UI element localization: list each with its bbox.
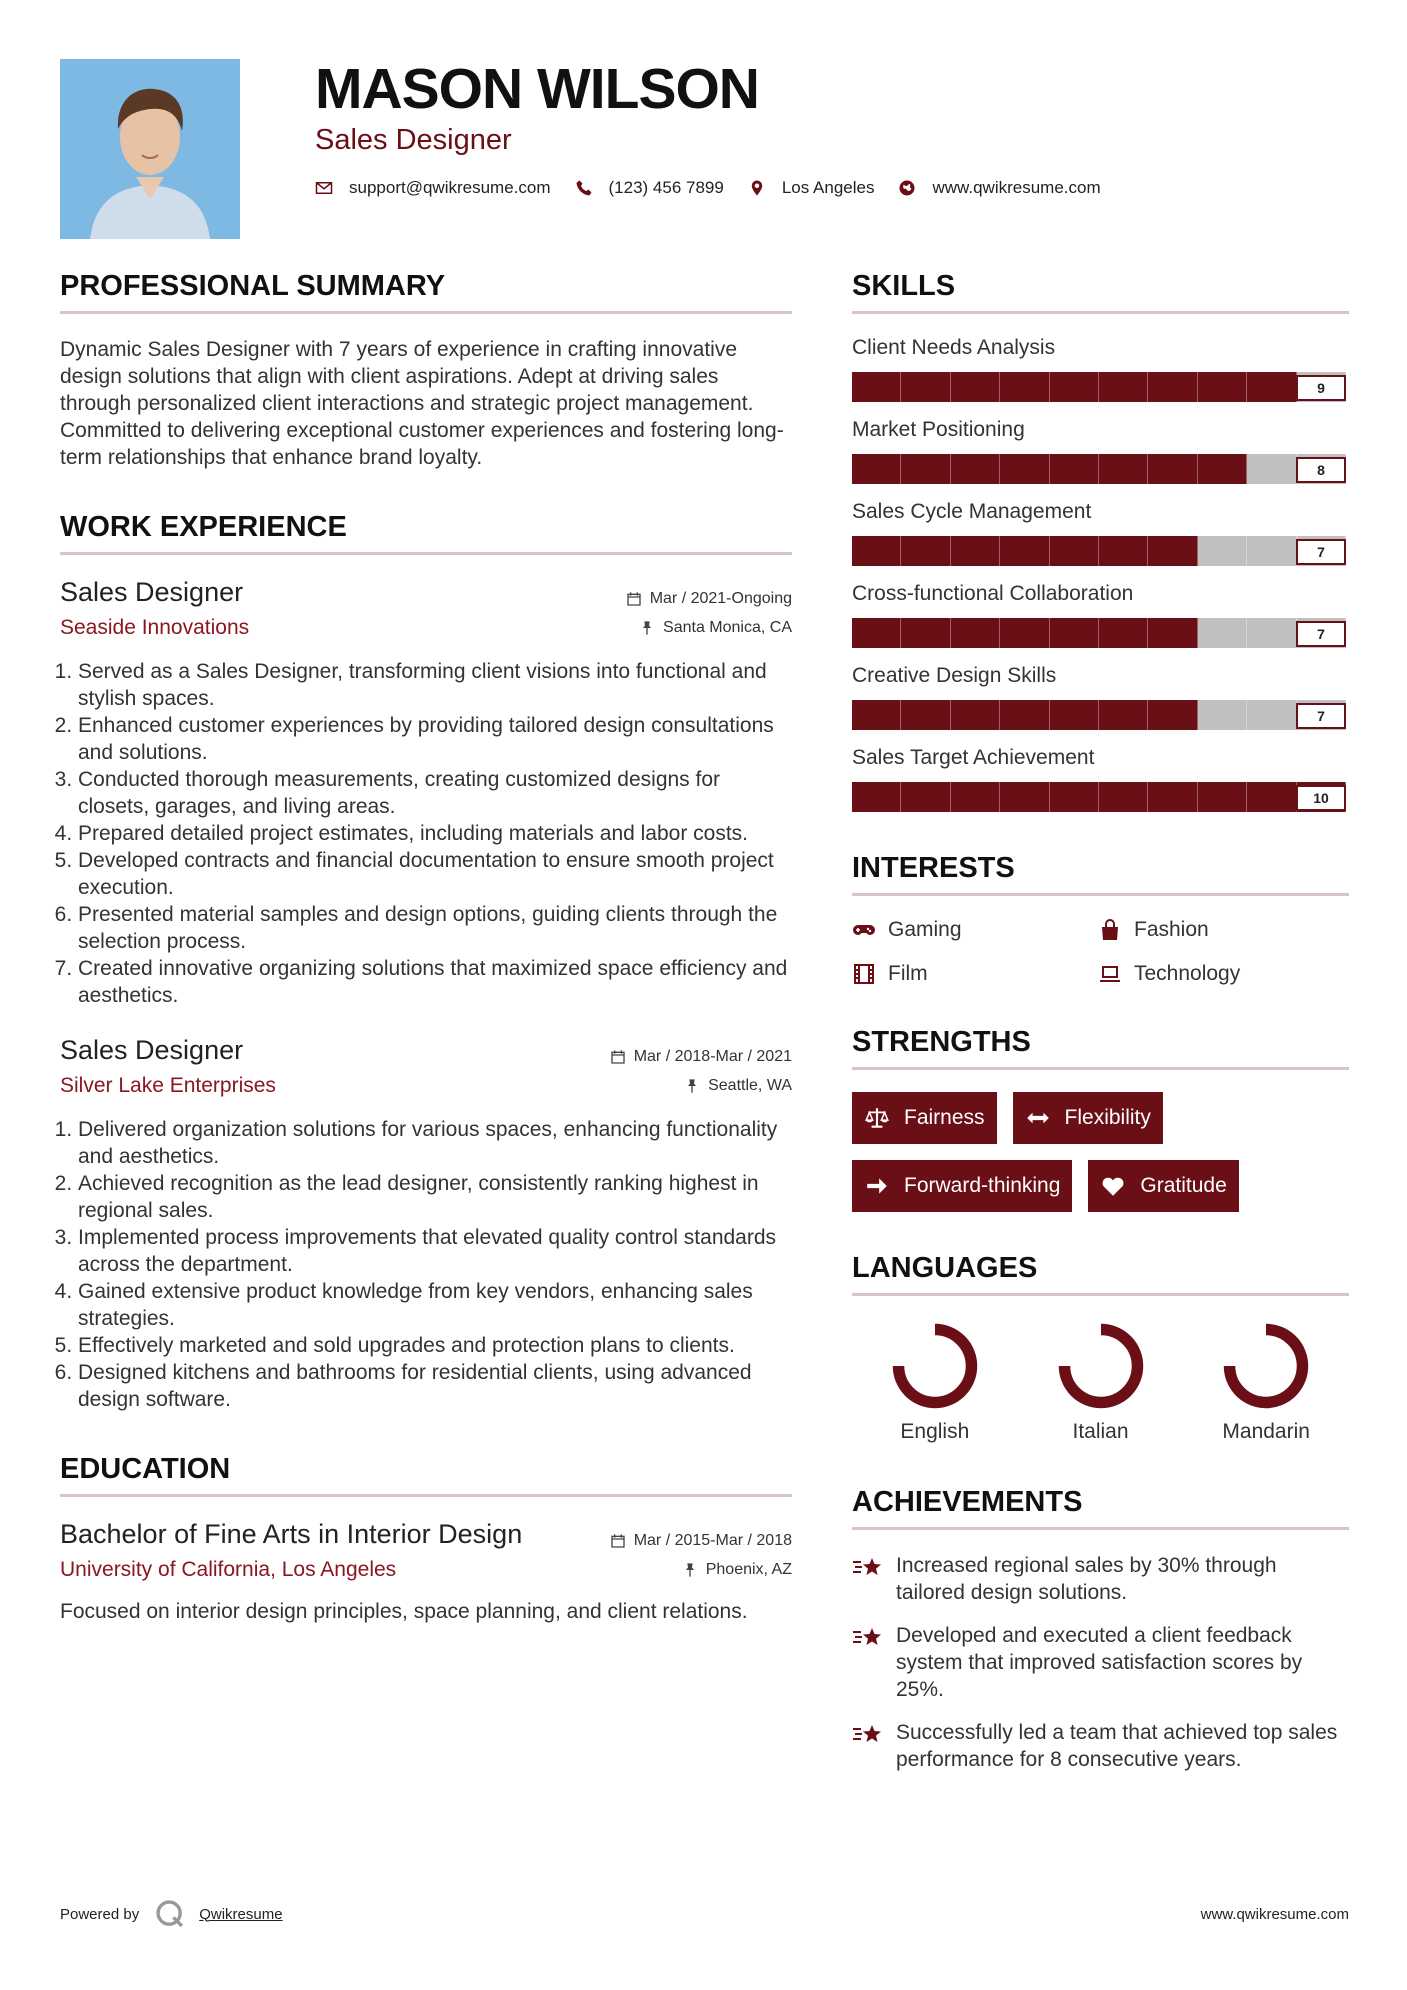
company-name: Seaside Innovations bbox=[60, 616, 250, 639]
skill-bar-segment bbox=[1099, 700, 1148, 730]
education-section bbox=[60, 1453, 792, 1625]
skill-item bbox=[852, 664, 1349, 730]
skill-bar-segment bbox=[1000, 618, 1049, 648]
contact-email-text: support@qwikresume.com bbox=[349, 178, 551, 197]
language-level-ring bbox=[1218, 1318, 1314, 1414]
contact-phone[interactable] bbox=[575, 178, 724, 198]
skill-bar-segment bbox=[901, 454, 950, 484]
job-date bbox=[626, 590, 792, 608]
skill-bar-segment bbox=[1247, 536, 1296, 566]
skill-bar-segment bbox=[1198, 700, 1247, 730]
contact-website-text: www.qwikresume.com bbox=[932, 178, 1101, 197]
summary-section bbox=[60, 270, 792, 471]
company-name: Silver Lake Enterprises bbox=[60, 1074, 276, 1097]
job-date-text: Mar / 2021-Ongoing bbox=[649, 590, 792, 607]
skill-bar-segment bbox=[901, 618, 950, 648]
candidate-title: Sales Designer bbox=[315, 124, 512, 156]
skill-bar-segment bbox=[1050, 372, 1099, 402]
job-location-text: Seattle, WA bbox=[708, 1077, 792, 1094]
language-item bbox=[1018, 1318, 1184, 1444]
map-pin-icon bbox=[748, 179, 766, 197]
skill-bar-row bbox=[852, 454, 1349, 484]
strength-label: Flexibility bbox=[1064, 1106, 1151, 1129]
interest-item bbox=[1098, 962, 1344, 986]
skill-bar-segment bbox=[901, 700, 950, 730]
skill-bar-segment bbox=[1148, 618, 1197, 648]
qwikresume-logo-icon bbox=[153, 1897, 187, 1931]
balance-scale-icon bbox=[864, 1105, 890, 1131]
skill-bar-segment bbox=[951, 618, 1000, 648]
language-label: Mandarin bbox=[1222, 1420, 1310, 1443]
shopping-bag-icon bbox=[1098, 918, 1122, 942]
achievement-text: Developed and executed a client feedback system that improved satisfaction scores by 25%. bbox=[896, 1624, 1303, 1701]
skill-bar-segment bbox=[852, 618, 901, 648]
interest-item bbox=[852, 962, 1098, 986]
education-location-text: Phoenix, AZ bbox=[705, 1561, 792, 1578]
interest-label: Fashion bbox=[1134, 918, 1209, 941]
contact-email[interactable] bbox=[315, 178, 551, 198]
job-bullet: 2. Achieved recognition as the lead designer, consistently ranking highest in regional sales. bbox=[78, 1170, 792, 1224]
language-label: Italian bbox=[1072, 1420, 1129, 1443]
strengths-heading: STRENGTHS bbox=[852, 1026, 1349, 1070]
skill-bar-segment bbox=[951, 372, 1000, 402]
job-bullet: 1. Delivered organization solutions for various spaces, enhancing functionality and aesthetics. bbox=[78, 1116, 792, 1170]
contact-phone-text: (123) 456 7899 bbox=[608, 178, 724, 197]
job-location bbox=[684, 1077, 792, 1095]
right-column bbox=[852, 270, 1349, 1789]
strengths-section bbox=[852, 1026, 1349, 1212]
skill-bar-segment bbox=[1050, 700, 1099, 730]
skill-name: Sales Cycle Management bbox=[852, 500, 1092, 523]
arrows-horizontal-icon bbox=[1025, 1105, 1051, 1131]
job-date bbox=[610, 1048, 792, 1066]
skill-name: Sales Target Achievement bbox=[852, 746, 1095, 769]
achievement-item bbox=[852, 1719, 1349, 1773]
skill-bar-segment bbox=[1247, 782, 1296, 812]
job-title: Sales Designer bbox=[60, 1035, 244, 1065]
job-bullet: 7. Created innovative organizing solutions that maximized space efficiency and aesthetics. bbox=[78, 955, 792, 1009]
film-icon bbox=[852, 962, 876, 986]
skill-bar-segment bbox=[1099, 372, 1148, 402]
job-title: Sales Designer bbox=[60, 577, 244, 607]
profile-photo bbox=[60, 59, 240, 239]
skill-bar-row bbox=[852, 536, 1349, 566]
shooting-star-icon bbox=[852, 1624, 884, 1652]
skill-list bbox=[852, 336, 1349, 812]
strength-label: Fairness bbox=[904, 1106, 985, 1129]
language-label: English bbox=[900, 1420, 970, 1443]
skill-bar-segment bbox=[1247, 372, 1296, 402]
calendar-icon bbox=[610, 1533, 626, 1549]
skill-bar-segment bbox=[1099, 618, 1148, 648]
achievement-text: Successfully led a team that achieved top sales performance for 8 consecutive years. bbox=[896, 1721, 1338, 1771]
skill-score: 8 bbox=[1296, 457, 1346, 483]
left-column bbox=[60, 270, 792, 1625]
degree-title: Bachelor of Fine Arts in Interior Design bbox=[60, 1519, 523, 1549]
skill-bar-segment bbox=[951, 454, 1000, 484]
skill-bar-segment bbox=[901, 782, 950, 812]
job-location-text: Santa Monica, CA bbox=[663, 619, 792, 636]
skill-bar-segment bbox=[1000, 454, 1049, 484]
education-heading: EDUCATION bbox=[60, 1453, 792, 1497]
skill-item bbox=[852, 418, 1349, 484]
footer-powered-by bbox=[60, 1897, 283, 1931]
languages-heading: LANGUAGES bbox=[852, 1252, 1349, 1296]
job-location bbox=[639, 619, 792, 637]
interest-item bbox=[1098, 918, 1344, 942]
calendar-icon bbox=[610, 1049, 626, 1065]
calendar-icon bbox=[626, 591, 642, 607]
strength-label: Gratitude bbox=[1140, 1174, 1227, 1197]
job-bullet: 6. Designed kitchens and bathrooms for residential clients, using advanced design software. bbox=[78, 1359, 792, 1413]
job-entry bbox=[60, 577, 792, 1009]
language-item bbox=[1183, 1318, 1349, 1444]
job-date-text: Mar / 2018-Mar / 2021 bbox=[633, 1048, 792, 1065]
skill-bar-segment bbox=[1148, 782, 1197, 812]
interest-grid bbox=[852, 918, 1349, 986]
qwikresume-link[interactable]: Qwikresume bbox=[199, 1905, 283, 1923]
skill-item bbox=[852, 582, 1349, 648]
interests-section bbox=[852, 852, 1349, 986]
skill-bar-segment bbox=[1099, 782, 1148, 812]
envelope-icon bbox=[315, 179, 333, 197]
skill-bar-segment bbox=[1099, 536, 1148, 566]
job-bullet: 2. Enhanced customer experiences by providing tailored design consultations and solutions. bbox=[78, 712, 792, 766]
skill-score: 7 bbox=[1296, 703, 1346, 729]
skill-bar-segment bbox=[901, 536, 950, 566]
achievements-heading: ACHIEVEMENTS bbox=[852, 1486, 1349, 1530]
achievement-item bbox=[852, 1622, 1349, 1703]
job-entry bbox=[60, 1035, 792, 1413]
language-level-ring bbox=[887, 1318, 983, 1414]
laptop-icon bbox=[1098, 962, 1122, 986]
skill-bar-segment bbox=[1247, 700, 1296, 730]
skill-bar bbox=[852, 454, 1346, 484]
skill-bar-segment bbox=[1050, 454, 1099, 484]
skill-bar-row bbox=[852, 700, 1349, 730]
skill-bar-segment bbox=[1050, 782, 1099, 812]
skill-bar-segment bbox=[1247, 618, 1296, 648]
skill-score: 10 bbox=[1296, 785, 1346, 811]
skill-bar-segment bbox=[1148, 536, 1197, 566]
shooting-star-icon bbox=[852, 1554, 884, 1582]
powered-by-text: Powered by bbox=[60, 1905, 140, 1923]
job-bullet: 6. Presented material samples and design options, guiding clients through the selection process. bbox=[78, 901, 792, 955]
skill-bar-segment bbox=[1000, 372, 1049, 402]
language-item bbox=[852, 1318, 1018, 1444]
globe-icon bbox=[898, 179, 916, 197]
skill-name: Creative Design Skills bbox=[852, 664, 1057, 687]
skill-item bbox=[852, 746, 1349, 812]
interest-label: Gaming bbox=[888, 918, 962, 941]
skill-bar-segment bbox=[1148, 372, 1197, 402]
achievement-text: Increased regional sales by 30% through tailored design solutions. bbox=[896, 1554, 1277, 1604]
strength-badge bbox=[1088, 1160, 1238, 1212]
strength-label: Forward-thinking bbox=[904, 1174, 1061, 1197]
skill-bar-segment bbox=[1198, 618, 1247, 648]
skill-bar-segment bbox=[1050, 618, 1099, 648]
skill-bar bbox=[852, 536, 1346, 566]
education-location bbox=[682, 1561, 792, 1579]
job-bullet: 3. Conducted thorough measurements, creating customized designs for closets, garages, and living areas. bbox=[78, 766, 792, 820]
pushpin-icon bbox=[639, 620, 655, 636]
interests-heading: INTERESTS bbox=[852, 852, 1349, 896]
skill-bar-segment bbox=[1198, 372, 1247, 402]
achievements-section bbox=[852, 1486, 1349, 1773]
job-bullet: 4. Prepared detailed project estimates, including materials and labor costs. bbox=[78, 820, 792, 847]
skill-name: Market Positioning bbox=[852, 418, 1025, 441]
skill-score: 9 bbox=[1296, 375, 1346, 401]
skill-bar-segment bbox=[1050, 536, 1099, 566]
contact-website[interactable] bbox=[898, 178, 1100, 198]
skill-bar-segment bbox=[852, 454, 901, 484]
summary-heading: PROFESSIONAL SUMMARY bbox=[60, 270, 792, 314]
languages-section bbox=[852, 1252, 1349, 1444]
job-bullet: 5. Developed contracts and financial documentation to ensure smooth project execution. bbox=[78, 847, 792, 901]
skill-bar bbox=[852, 372, 1346, 402]
skill-bar bbox=[852, 700, 1346, 730]
skill-bar-segment bbox=[1198, 454, 1247, 484]
summary-text: Dynamic Sales Designer with 7 years of experience in crafting innovative design solutions that align with client aspirations. Adept at driving sales through personalized client interactions and strategic project management. Committed to delivering exceptional customer experiences and fostering long-term relationships that enhance brand loyalty. bbox=[60, 338, 784, 469]
skill-bar-segment bbox=[1000, 782, 1049, 812]
skill-bar-segment bbox=[951, 536, 1000, 566]
shooting-star-icon bbox=[852, 1721, 884, 1749]
experience-heading: WORK EXPERIENCE bbox=[60, 511, 792, 555]
education-date-text: Mar / 2015-Mar / 2018 bbox=[633, 1532, 792, 1549]
strength-badge bbox=[852, 1092, 997, 1144]
footer-url[interactable]: www.qwikresume.com bbox=[1200, 1906, 1349, 1923]
skill-score: 7 bbox=[1296, 539, 1346, 565]
job-bullets bbox=[60, 1116, 792, 1413]
phone-icon bbox=[575, 179, 593, 197]
pushpin-icon bbox=[682, 1562, 698, 1578]
contact-bar bbox=[315, 178, 1125, 198]
skill-bar-segment bbox=[951, 782, 1000, 812]
school-name: University of California, Los Angeles bbox=[60, 1558, 397, 1581]
education-date bbox=[610, 1532, 792, 1550]
heart-icon bbox=[1100, 1173, 1126, 1199]
skill-bar-row bbox=[852, 372, 1349, 402]
achievement-item bbox=[852, 1552, 1349, 1606]
skill-bar-segment bbox=[852, 536, 901, 566]
skill-bar-row bbox=[852, 618, 1349, 648]
skill-bar-segment bbox=[852, 700, 901, 730]
skill-bar-segment bbox=[1198, 536, 1247, 566]
interest-item bbox=[852, 918, 1098, 942]
job-bullet: 5. Effectively marketed and sold upgrades and protection plans to clients. bbox=[78, 1332, 792, 1359]
arrow-right-icon bbox=[864, 1173, 890, 1199]
skill-bar-segment bbox=[1247, 454, 1296, 484]
skill-bar-row bbox=[852, 782, 1349, 812]
skill-bar-segment bbox=[1148, 454, 1197, 484]
strength-badge bbox=[852, 1160, 1072, 1212]
job-list bbox=[60, 577, 792, 1413]
interest-label: Film bbox=[888, 962, 928, 985]
skill-bar-segment bbox=[951, 700, 1000, 730]
candidate-name: MASON WILSON bbox=[315, 57, 759, 121]
gamepad-icon bbox=[852, 918, 876, 942]
strength-list bbox=[852, 1092, 1349, 1212]
achievement-list bbox=[852, 1552, 1349, 1773]
skills-section bbox=[852, 270, 1349, 812]
skills-heading: SKILLS bbox=[852, 270, 1349, 314]
skill-name: Cross-functional Collaboration bbox=[852, 582, 1134, 605]
skill-item bbox=[852, 336, 1349, 402]
job-bullet: 4. Gained extensive product knowledge from key vendors, enhancing sales strategies. bbox=[78, 1278, 792, 1332]
experience-section bbox=[60, 511, 792, 1413]
skill-bar bbox=[852, 782, 1346, 812]
pushpin-icon bbox=[684, 1078, 700, 1094]
skill-bar-segment bbox=[1000, 700, 1049, 730]
skill-bar-segment bbox=[1198, 782, 1247, 812]
skill-bar-segment bbox=[852, 782, 901, 812]
skill-bar bbox=[852, 618, 1346, 648]
skill-bar-segment bbox=[1000, 536, 1049, 566]
skill-bar-segment bbox=[1099, 454, 1148, 484]
skill-item bbox=[852, 500, 1349, 566]
job-bullets bbox=[60, 658, 792, 1009]
language-level-ring bbox=[1053, 1318, 1149, 1414]
contact-location bbox=[748, 178, 875, 198]
language-list bbox=[852, 1318, 1349, 1444]
interest-label: Technology bbox=[1134, 962, 1241, 985]
skill-name: Client Needs Analysis bbox=[852, 336, 1056, 359]
skill-bar-segment bbox=[1148, 700, 1197, 730]
contact-location-text: Los Angeles bbox=[781, 178, 875, 197]
strength-badge bbox=[1013, 1092, 1163, 1144]
skill-bar-segment bbox=[852, 372, 901, 402]
skill-bar-segment bbox=[901, 372, 950, 402]
skill-score: 7 bbox=[1296, 621, 1346, 647]
job-bullet: 1. Served as a Sales Designer, transforming client visions into functional and stylish spaces. bbox=[78, 658, 792, 712]
job-bullet: 3. Implemented process improvements that elevated quality control standards across the department. bbox=[78, 1224, 792, 1278]
education-text: Focused on interior design principles, space planning, and client relations. bbox=[60, 1600, 748, 1623]
